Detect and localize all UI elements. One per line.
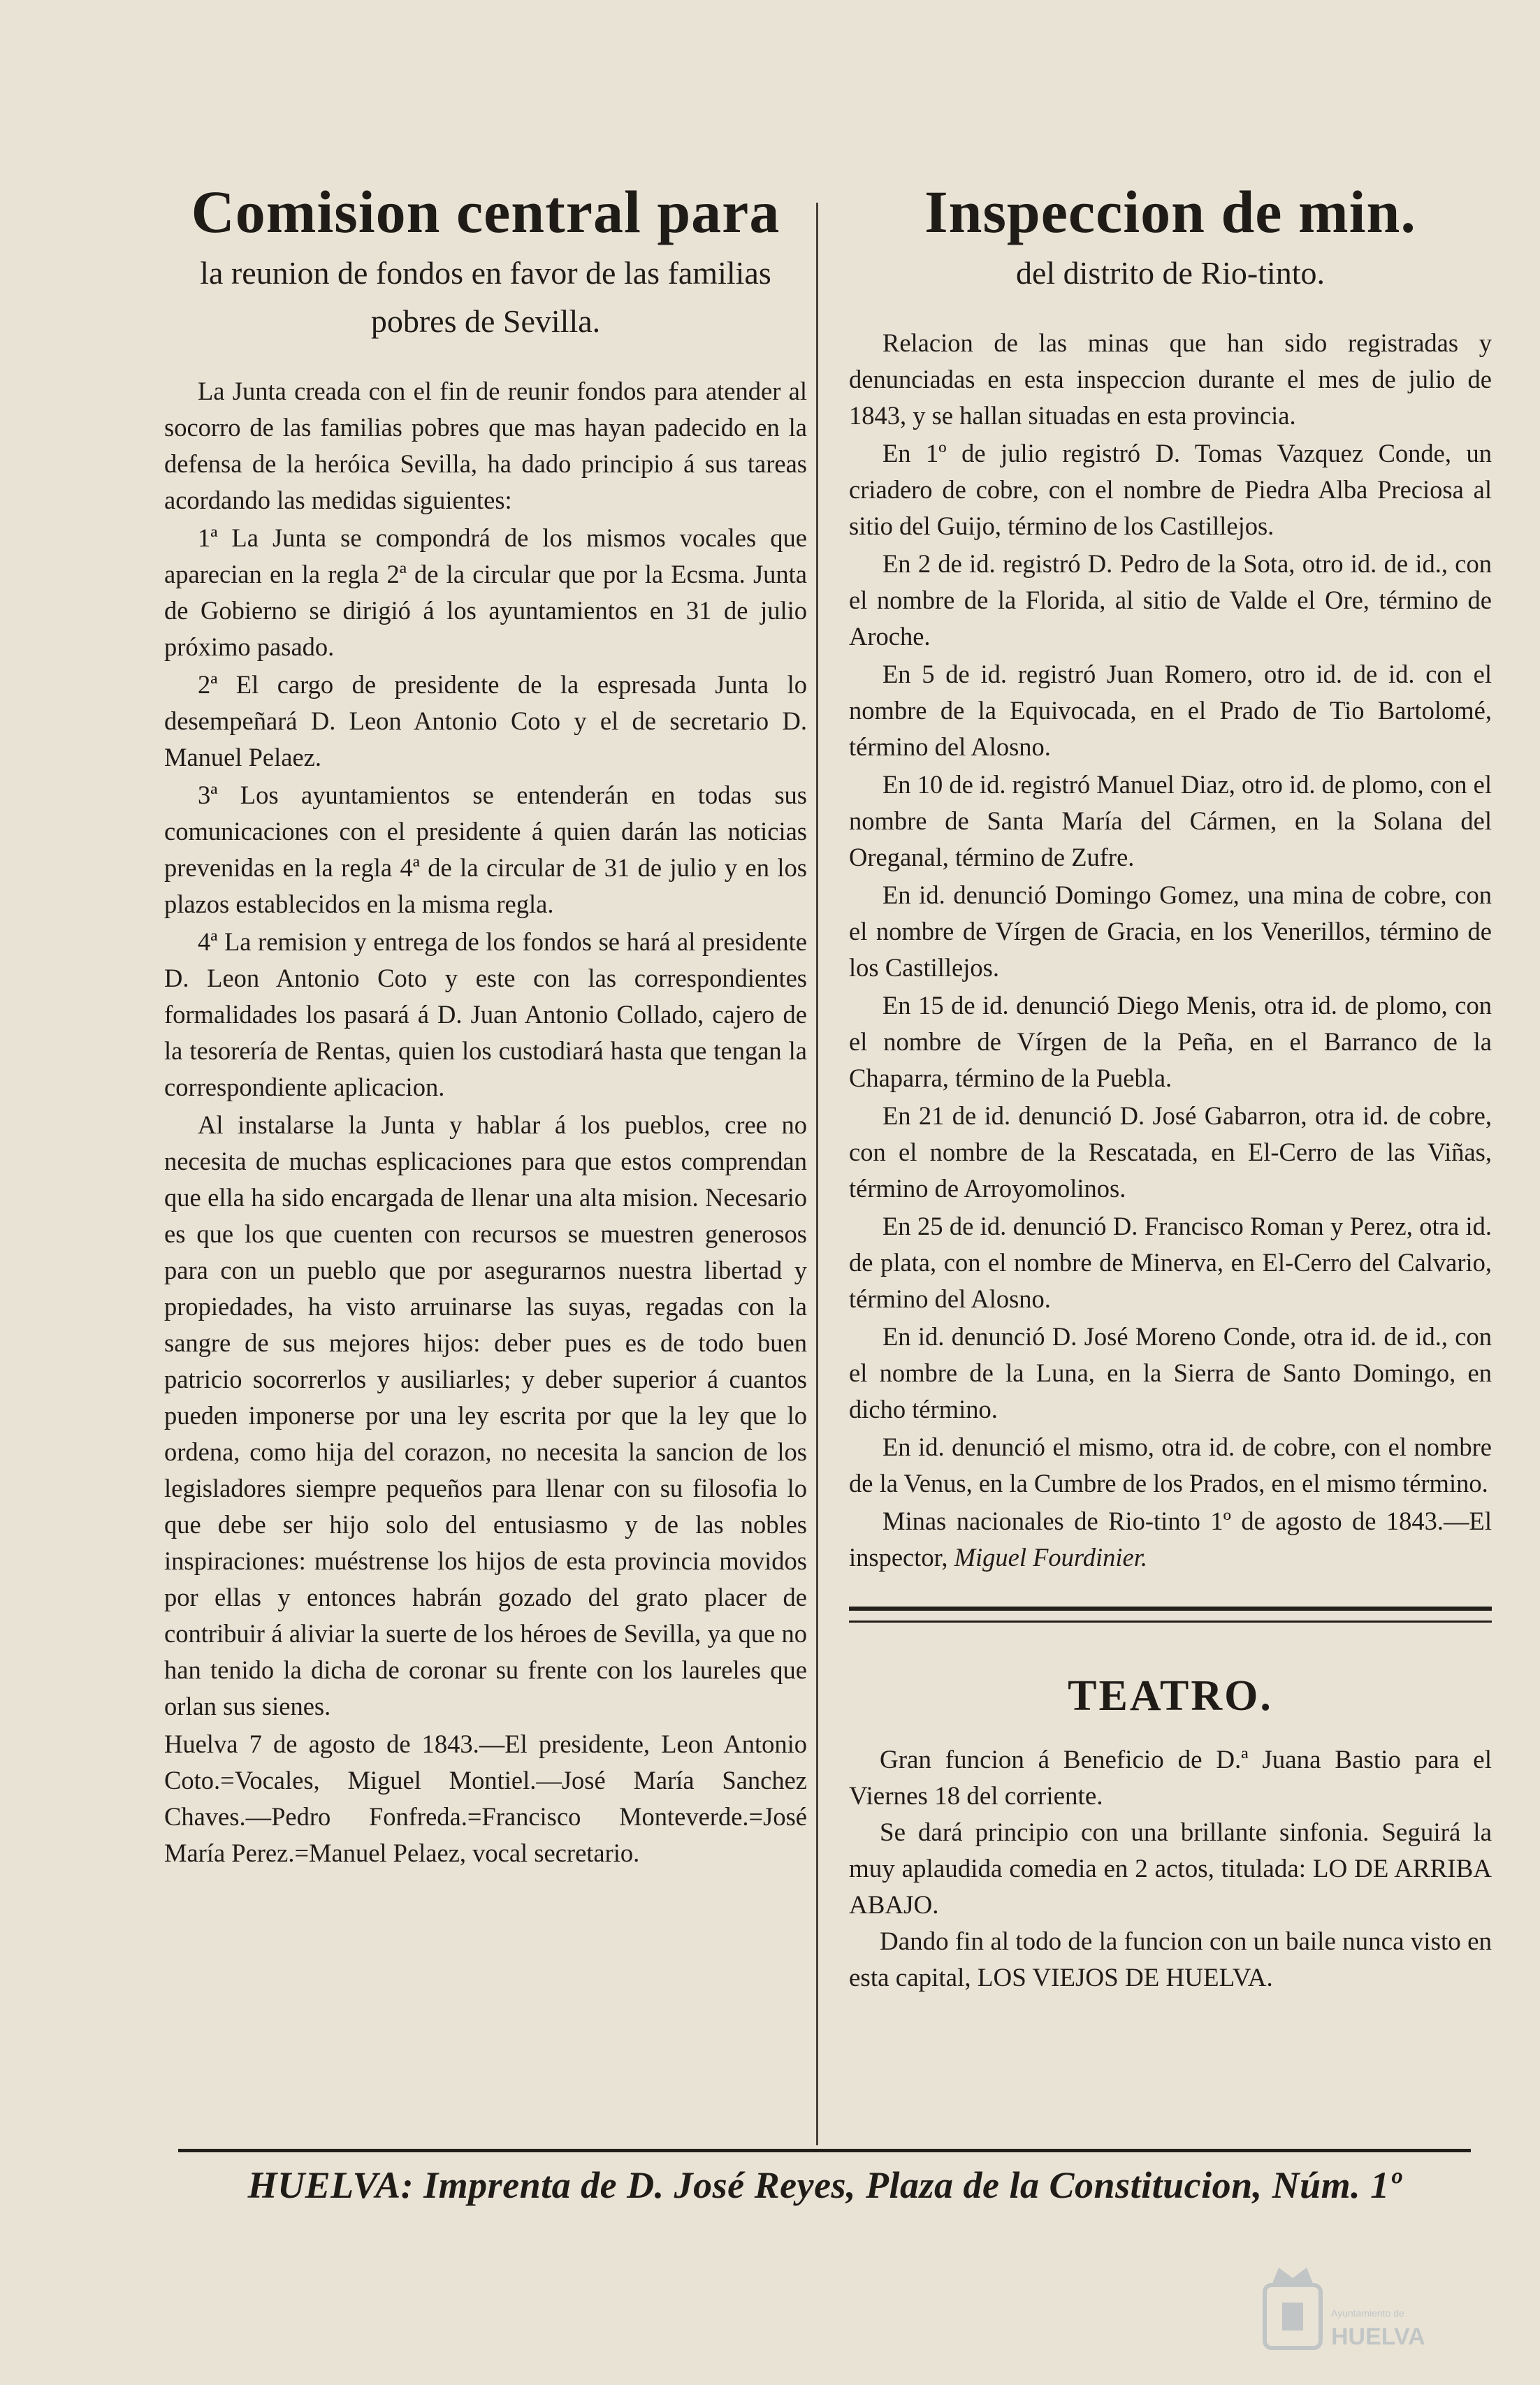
left-heading: Comision central para [191,178,780,245]
left-paragraph: Al instalarse la Junta y hablar á los pueblos, cree no necesita de muchas esplicaciones para que estos comprendan que ella ha sido encargada de llenar una alta mision. Necesario es que los que cuenten con recursos se muestren generosos para con un pueblo que por asegurarnos nuestra libertad y propiedades, ha visto arruinarse las suyas, regadas con la sangre de sus mejores hijos: deber pues es de todo buen patricio socorrerlos y ausiliarles; y deber superior á cuantos pueden imponerse por una ley escrita por que la ley que lo ordena, como hija del corazon, no necesita la sancion de los legisladores siempre pequeños para llenar con su filosofia lo que debe ser hijo solo del entusiasmo y de las nobles inspiraciones: muéstrense los hijos de esta provincia movidos por ellas y entonces habrán gozado del grato placer de contribuir á aliviar la suerte de los héroes de Sevilla, ya que no han tenido la dicha de coronar su frente con los laureles que orlan sus sienes. [164,1110,807,1720]
mine-paragraph: En id. denunció el mismo, otra id. de cobre, con el nombre de la Venus, en la Cumbre de los Prados, en el mismo término. [849,1433,1492,1498]
left-paragraph: La Junta creada con el fin de reunir fondos para atender al socorro de las familias pobres que mas hayan padecido en la defensa de la heróica Sevilla, ha dado principio á sus tareas acordando las medidas siguientes: [164,377,807,514]
mine-paragraph: En 15 de id. denunció Diego Menis, otra id. de plomo, con el nombre de Vírgen de la Peña, en el Barranco de la Chaparra, término de la Puebla. [849,991,1492,1092]
right-signature [849,1503,1492,1576]
theatre-paragraph: Gran funcion á Beneficio de D.ª Juana Bastio para el Viernes 18 del corriente. [849,1746,1492,1811]
left-paragraph: 2ª El cargo de presidente de la espresada Junta lo desempeñará D. Leon Antonio Coto y el de secretario D. Manuel Pelaez. [164,670,807,771]
left-paragraph: 1ª La Junta se compondrá de los mismos vocales que aparecian en la regla 2ª de la circular que por la Ecsma. Junta de Gobierno se dirigió á los ayuntamientos en 31 de julio próximo pasado. [164,523,807,661]
mine-paragraph: En 5 de id. registró Juan Romero, otro id. de id. con el nombre de la Equivocada, en el Prado de Tio Bartolomé, término del Alosno. [849,660,1492,761]
theatre-paragraph: Se dará principio con una brillante sinfonia. Seguirá la muy aplaudida comedia en 2 actos, titulada: LO DE ARRIBA ABAJO. [849,1818,1492,1920]
mine-paragraph: En 25 de id. denunció D. Francisco Roman y Perez, otra id. de plata, con el nombre de Minerva, en El-Cerro del Calvario, término del Alosno. [849,1212,1492,1313]
left-subheading: la reunion de fondos en favor de las familias pobres de Sevilla. [200,255,771,339]
signature-text: Minas nacionales de Rio-tinto 1º de agosto de 1843.—El inspector, [849,1507,1492,1572]
left-column [164,168,807,1871]
imprint: HUELVA: Imprenta de D. José Reyes, Plaza de la Constitucion, Núm. 1º [247,2164,1402,2206]
left-body [164,373,807,1871]
mine-paragraph: En id. denunció Domingo Gomez, una mina de cobre, con el nombre de Vírgen de Gracia, en los Venerillos, término de los Castillejos. [849,880,1492,982]
watermark-logo [1251,2250,1488,2369]
watermark-big-text: HUELVA [1331,2324,1425,2350]
section-rule [849,1607,1492,1623]
mine-paragraph: En 10 de id. registró Manuel Diaz, otro id. de plomo, con el nombre de Santa María del Cármen, en la Solana del Oreganal, término de Zufre. [849,770,1492,871]
mine-paragraph: Relacion de las minas que han sido registradas y denunciadas en esta inspeccion durante el mes de julio de 1843, y se hallan situadas en esta provincia. [849,328,1492,430]
right-heading: Inspeccion de min. [924,178,1416,245]
theatre-notice [849,1742,1492,1996]
crown-shield-icon [1265,2268,1321,2348]
inspector-name: Miguel Fourdinier. [954,1543,1148,1572]
right-column [849,168,1492,1996]
footer-rule [178,2149,1471,2152]
theatre-paragraph: Dando fin al todo de la funcion con un baile nunca visto en esta capital, LOS VIEJOS DE HUELVA. [849,1927,1492,1992]
left-paragraph: 4ª La remision y entrega de los fondos se hará al presidente D. Leon Antonio Coto y este con las correspondientes formalidades los pasará á D. Juan Antonio Collado, cajero de la tesorería de Rentas, quien los custodiará hasta que tengan la correspondiente aplicacion. [164,927,807,1101]
mine-paragraph: En 1º de julio registró D. Tomas Vazquez Conde, un criadero de cobre, con el nombre de Piedra Alba Preciosa al sitio del Guijo, término de los Castillejos. [849,439,1492,540]
mine-paragraph: En 2 de id. registró D. Pedro de la Sota, otro id. de id., con el nombre de la Florida, al sitio de Valde el Ore, término de Aroche. [849,549,1492,651]
mine-paragraph: En 21 de id. denunció D. José Gabarron, otra id. de cobre, con el nombre de la Rescatada, en El-Cerro de las Viñas, término de Arroyomolinos. [849,1101,1492,1203]
right-subheading: del distrito de Rio-tinto. [1015,255,1325,291]
right-body [849,325,1492,1576]
mine-paragraph: En id. denunció D. José Moreno Conde, otra id. de id., con el nombre de la Luna, en la Sierra de Santo Domingo, en dicho término. [849,1322,1492,1423]
left-signature: Huelva 7 de agosto de 1843.—El presidente, Leon Antonio Coto.=Vocales, Miguel Montiel.—José María Sanchez Chaves.—Pedro Fonfreda.=Francisco Monteverde.=José María Perez.=Manuel Pelaez, vocal secretario. [164,1730,807,1867]
left-paragraph: 3ª Los ayuntamientos se entenderán en todas sus comunicaciones con el presidente á quien darán las noticias prevenidas en la regla 4ª de la circular de 31 de julio y en los plazos establecidos en la misma regla. [164,781,807,918]
watermark-small-text: Ayuntamiento de [1331,2307,1404,2319]
column-divider [816,203,818,2145]
theatre-title: TEATRO. [1068,1672,1273,1720]
